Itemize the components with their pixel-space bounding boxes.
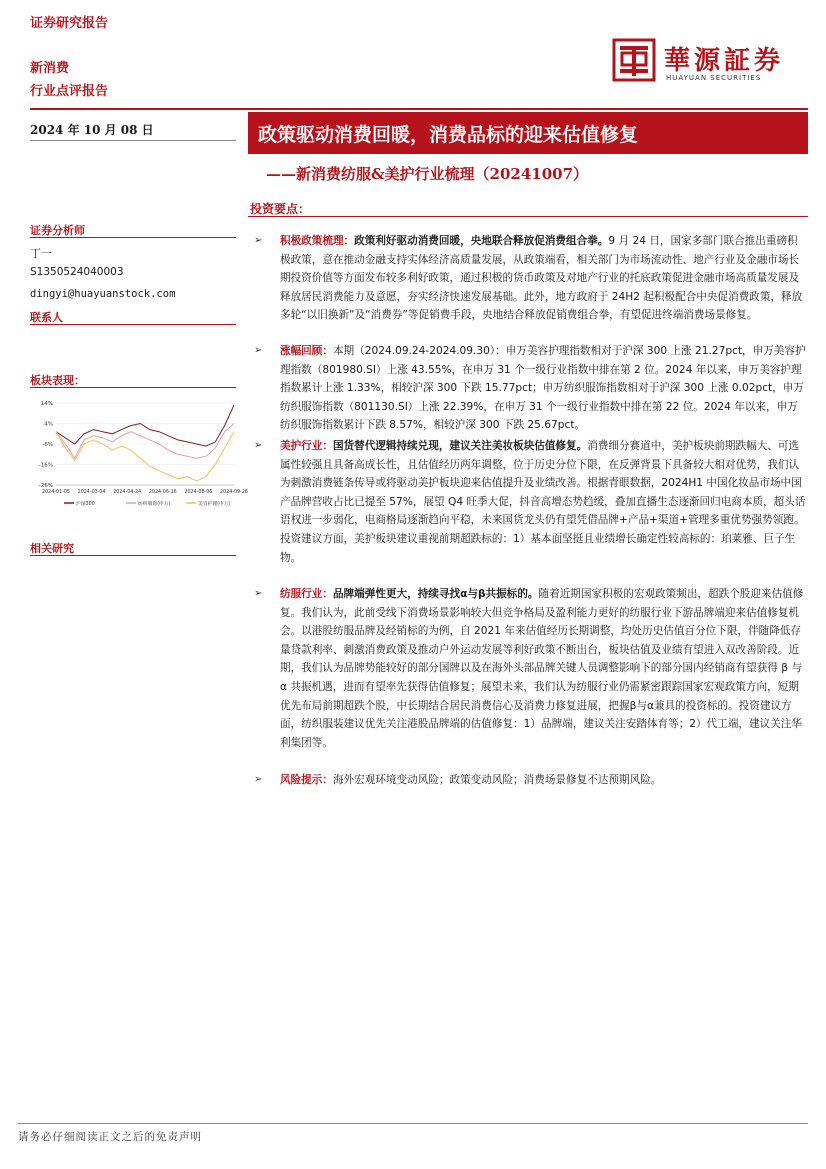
analyst-divider (30, 237, 236, 238)
report-title: 政策驱动消费回暖，消费品标的迎来估值修复 (258, 124, 639, 146)
chart-x-tick-label: 2024-04-24 (113, 490, 142, 495)
section-body: 随着近期国家积极的宏观政策频出，超跌个股迎来估值修复。我们认为，此前受线下消费场景影响较大但竞争格局及盈利能力更好的纺服行业下游品牌端迎来估值修复机会。以港股纺服品牌及经销标的为例，自 2021 年来估值经历长期调整，均处历史估值百分位下限，伴随降低存量贷款利率、刺激消费政策及推动户外运动发展等利好政策不断出台，板块估值及业绩有望进入双改善阶段。近期，我们认为品牌势能较好的部分国牌以及在海外头部品牌关键人员调整影响下的部分国内经销商有望获得 β 与 α 共振机遇，进而有望率先获得估值修复；展望未来，我们认为纺服行业仍需紧密跟踪国家宏观政策方向，短期优先布局前期超跌个股，中长期结合居民消费信心及消费力修复进展，把握β与α兼具的投资标的。投资建议方面，纺织服装建议优先关注港股品牌端的估值修复：1）品牌端，建议关注安踏体育等；2）代工端，建议关注华利集团等。 (280, 588, 804, 749)
company-logo-icon (612, 38, 656, 82)
performance-divider (30, 387, 236, 388)
chart-x-tick-label: 2024-08-06 (184, 490, 213, 495)
chart-series-line (56, 424, 234, 459)
section-title: 纺服行业： (280, 588, 333, 600)
contact-heading: 联系人 (30, 311, 63, 324)
company-logo (612, 38, 792, 94)
performance-heading: 板块表现： (30, 374, 85, 387)
chart-legend-label: 美容护理(申万) (198, 502, 231, 507)
section-body: 9 月 24 日，国家多部门联合推出重磅积极政策，意在推动金融支持实体经济高质量发展，从政策端看，相关部门为市场流动性、地产行业及金融市场长期投资价值等方面发布较多利好政策，通过积极的货币政策及对地产行业的托底政策促进金融市场高质量发展及释放居民消费能力及意愿，夯实经济快速发展基础。此外，地方政府于 24H2 起积极配合中央促消费政策，释放多轮“以旧换新”及“消费券”等促销费手段，央地结合释放促销费组合拳，有望促进终端消费场景修复。 (280, 235, 803, 322)
analyst-certificate: S1350524040003 (30, 266, 124, 278)
related-research-divider (30, 555, 236, 556)
section-title: 风险提示： (280, 774, 333, 786)
section-lead: 政策利好驱动消费回暖，央地联合释放促消费组合拳。 (354, 235, 609, 247)
arrow-bullet-icon: ➢ (254, 774, 263, 785)
chart-y-tick-label: 14% (40, 401, 53, 407)
chart-y-tick-label: -6% (42, 442, 53, 448)
arrow-bullet-icon: ➢ (254, 345, 263, 356)
section-risk (254, 771, 808, 790)
arrow-bullet-icon: ➢ (254, 588, 263, 599)
arrow-bullet-icon: ➢ (254, 440, 263, 451)
section-title: 涨幅回顾： (280, 345, 333, 357)
chart-y-tick-label: -16% (38, 462, 53, 469)
related-research-heading: 相关研究 (30, 542, 74, 555)
analyst-heading: 证券分析师 (30, 224, 85, 237)
company-name-en: HUAYUAN SECURITIES (666, 74, 762, 82)
chart-legend-label: 沪深300 (76, 502, 95, 507)
section-title: 积极政策梳理： (280, 235, 355, 247)
section-policy (254, 232, 808, 325)
report-subtype-label: 行业点评报告 (30, 84, 109, 99)
report-date: 2024 年 10 月 08 日 (30, 123, 154, 137)
key-points-heading: 投资要点： (250, 202, 311, 216)
sector-performance-chart (30, 397, 248, 517)
chart-y-tick-label: 4% (44, 421, 53, 428)
chart-x-tick-label: 2024-09-26 (220, 490, 248, 495)
section-apparel (254, 585, 808, 752)
date-divider (30, 140, 236, 141)
section-performance-review (254, 342, 808, 435)
section-lead: 国货替代逻辑持续兑现，建议关注美妆板块估值修复。 (332, 440, 588, 452)
chart-series-line (56, 432, 234, 481)
section-title: 美护行业： (280, 440, 333, 452)
analyst-name: 丁一 (30, 247, 52, 260)
contact-divider (30, 324, 236, 325)
chart-x-tick-label: 2024-03-04 (77, 490, 106, 495)
analyst-email[interactable]: dingyi@huayuanstock.com (30, 288, 176, 300)
section-body: 本期（2024.09.24-2024.09.30）：申万美容护理指数相对于沪深 300 上涨 21.27pct，申万美容护理指数（801980.SI）上涨 43.55%，在申万 31 个一级行业指数中排在第 2 位。2024 年以来，申万美容护理指数累计上涨 1.33%，相较沪深 300 下跌 15.77pct；申万纺织服饰指数相对于沪深 300 上涨 0.02pct，申万纺织服饰指数（801130.SI）上涨 22.39%，在申万 31 个一级行业指数中排在第 22 位。2024 年以来，申万纺织服饰指数累计下跌 8.57%，相较沪深 300 下跌 25.67pct。 (280, 345, 806, 432)
footer-divider (18, 1123, 808, 1124)
report-subtitle: ——新消费纺服&美护行业梳理（20241007） (266, 165, 589, 183)
section-lead: 品牌端弹性更大，持续寻找α与β共振标的。 (332, 588, 539, 600)
section-body: 海外宏观环境变动风险；政策变动风险；消费场景修复不达预期风险。 (332, 774, 662, 786)
company-name-cn: 華源証券 (664, 46, 785, 76)
chart-x-tick-label: 2024-01-05 (42, 490, 70, 495)
arrow-bullet-icon: ➢ (254, 235, 263, 246)
sector-label: 新消费 (30, 61, 70, 76)
key-points-divider (248, 216, 808, 217)
report-type-label: 证券研究报告 (30, 16, 109, 31)
header-divider (30, 108, 808, 110)
chart-y-tick-label: -26% (38, 483, 53, 489)
chart-legend-label: 纺织服饰(申万) (138, 502, 171, 507)
section-beauty (254, 437, 808, 567)
disclaimer-notice: 请务必仔细阅读正文之后的免责声明 (18, 1131, 202, 1143)
section-body: 消费细分赛道中，美护板块前期跌幅大、可选属性较强且具备高成长性，且估值经历两年调整，位于历史分位下限，在反弹背景下具备较大相对优势，我们认为刺激消费链条传导或将驱动美护板块迎来估值提升及业绩改善。根据青眼数据，2024H1 中国化妆品市场中国产品牌营收占比已提至 57%，展望 Q4 旺季大促，抖音高增态势趋缓，叠加直播生态逐渐回归电商本质，超头话语权进一步弱化，电商格局逐渐趋向平稳，未来国货龙头仍有望凭借品牌+产品+渠道+管理多重优势强势领跑。投资建议方面，美护板块建议重视前期超跌标的：1）基本面坚挺且业绩增长确定性较高标的：珀莱雅、巨子生物。 (280, 440, 806, 564)
chart-series-line (56, 405, 234, 446)
chart-x-tick-label: 2024-06-16 (148, 490, 177, 495)
